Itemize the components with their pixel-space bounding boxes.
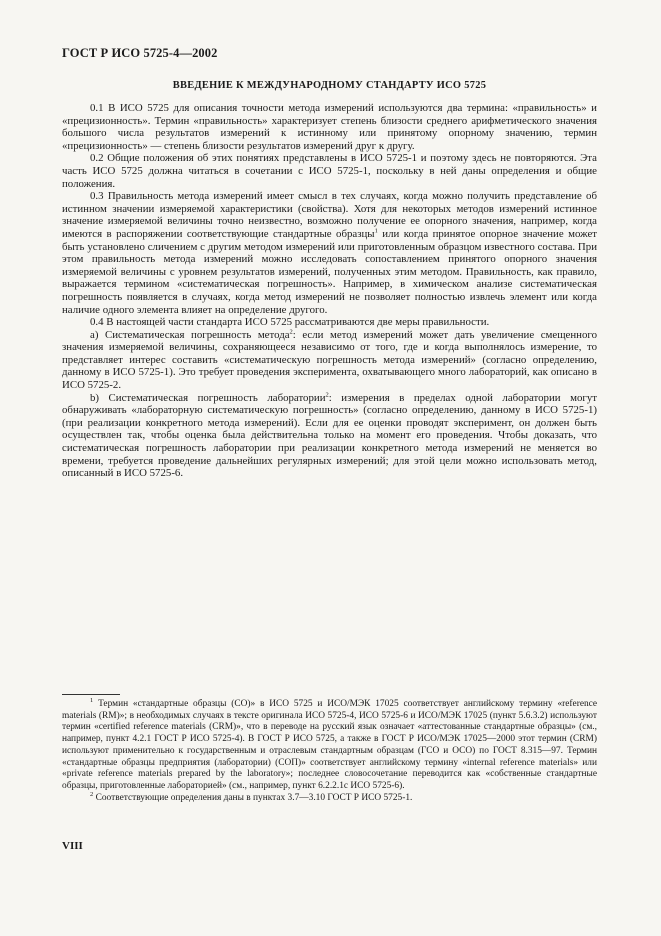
footnote-mark: 2 <box>90 790 94 798</box>
section-title: ВВЕДЕНИЕ К МЕЖДУНАРОДНОМУ СТАНДАРТУ ИСО 5725 <box>172 80 487 91</box>
paragraph-text: а) Систематическая погрешность метода <box>90 328 290 341</box>
footnote-divider <box>62 694 120 695</box>
paragraph-0-1 <box>62 102 597 152</box>
footnote-2 <box>62 790 597 805</box>
paragraph-text-continued: или когда принятое опорное значение может быть установлено сличением с другим методом измерений или приготовленным образцом известного состава. При этом правильность метода измерений можно исследовать сопоставлением принятого опорного значения измеряемой величины с уровнем результатов измерений, полученных этим методом. Правильность, как правило, выражается термином «систематическая погрешность». Например, в химическом анализе систематическая погрешность появляется в случаях, когда метод измерений не позволяет полностью извлечь элемент или когда наличие одного элемента влияет на определение другого. <box>62 227 597 316</box>
footnote-ref: 2 <box>289 328 293 336</box>
paragraph-text: 0.4 В настоящей части стандарта ИСО 5725 рассматриваются две меры правильности. <box>90 316 490 329</box>
footnote-ref: 1 <box>374 227 378 235</box>
footnote-mark: 1 <box>90 696 94 704</box>
body-text <box>62 102 597 480</box>
paragraph-text: 0.2 Общие положения об этих понятиях представлены в ИСО 5725-1 и поэтому здесь не повторяются. Эта часть ИСО 5725 должна читаться в сочетании с ИСО 5725-1, поскольку в ней даны определения и общие положения. <box>62 152 597 190</box>
footnotes <box>62 696 597 804</box>
footnote-1 <box>62 696 597 793</box>
paragraph-0-2 <box>62 152 597 190</box>
page-number: VIII <box>62 840 83 852</box>
footnote-text: Соответствующие определения даны в пунктах 3.7—3.10 ГОСТ Р ИСО 5725-1. <box>93 792 413 803</box>
paragraph-item-b <box>62 392 597 480</box>
paragraph-text-continued: : если метод измерений может дать увеличение смещенного значения измеряемой величины, сохраняющееся независимо от того, где и когда выполнялось измерение, то представляет интерес составить «систематическую погрешность метода измерений» (согласно определению, данному в ИСО 5725-1). Это требует проведения эксперимента, охватывающего много лабораторий, как описано в ИСО 5725-2. <box>62 328 597 392</box>
footnote-ref: 2 <box>325 391 329 399</box>
document-header: ГОСТ Р ИСО 5725-4—2002 <box>62 46 218 60</box>
paragraph-0-4 <box>62 316 597 329</box>
footnote-text: Термин «стандартные образцы (СО)» в ИСО 5725 и ИСО/МЭК 17025 соответствует английскому термину «reference materials (RM)»; в необходимых случаях в тексте оригинала ИСО 5725-4, ИСО 5725-6 и ИСО/МЭК 17025 (пункт 5.6.3.2) используют термин «certified reference materials (CRM)», что в переводе на русский язык означает «аттестованные стандартные образцы» (см., например, пункт 4.2.1 ГОСТ Р ИСО 5725-4). В ГОСТ Р ИСО 5725, а также в ГОСТ Р ИСО/МЭК 17025—2000 этот термин (CRM) используют применительно к государственным и отраслевым стандартным образцам (ГСО и ОСО) по ГОСТ 8.315—97. Термин «стандартные образцы предприятия (лаборатории) (СОП)» соответствует английскому термину «internal reference materials» или «private reference materials prepared by the laboratory»; последнее словосочетание переводится как «собственные стандартные образцы, приготовленные лабораторией» (см., например, пункт 6.2.2.1с ИСО 5725-6). <box>62 699 597 791</box>
paragraph-item-a <box>62 329 597 392</box>
paragraph-text-continued: : измерения в пределах одной лаборатории могут обнаруживать «лабораторную систематическую погрешность» (согласно определению, данному в ИСО 5725-1) (при реализации конкретного метода измерений). Если для ее оценки проводят эксперимент, он должен быть осуществлен так, чтобы оценка была действительна только на момент его проведения. Чтобы доказать, что систематическая погрешность лаборатории при реализации конкретного метода измерений не меняется во времени, требуется проведение дальнейших регулярных измерений; для этой цели можно использовать метод, описанный в ИСО 5725-6. <box>62 391 597 480</box>
paragraph-text: b) Систематическая погрешность лаборатории <box>90 391 326 404</box>
paragraph-text: 0.3 Правильность метода измерений имеет смысл в тех случаях, когда можно получить представление об истинном значении измеряемой характеристики (свойства). Хотя для некоторых методов измерений истинное значение измеряемой величины точно неизвестно, возможно получение ее опорного значения, например, когда имеются в распоряжении соответствующие стандартные образцы <box>62 190 597 240</box>
paragraph-0-3 <box>62 190 597 316</box>
paragraph-text: 0.1 В ИСО 5725 для описания точности метода измерений используются два термина: «правильность» и «прецизионность». Термин «правильность» характеризует степень близости среднего арифметического значения большого числа результатов измерений к истинному или принятому опорному значению, термин «прецизионность» — степень близости результатов измерений друг к другу. <box>62 102 597 152</box>
